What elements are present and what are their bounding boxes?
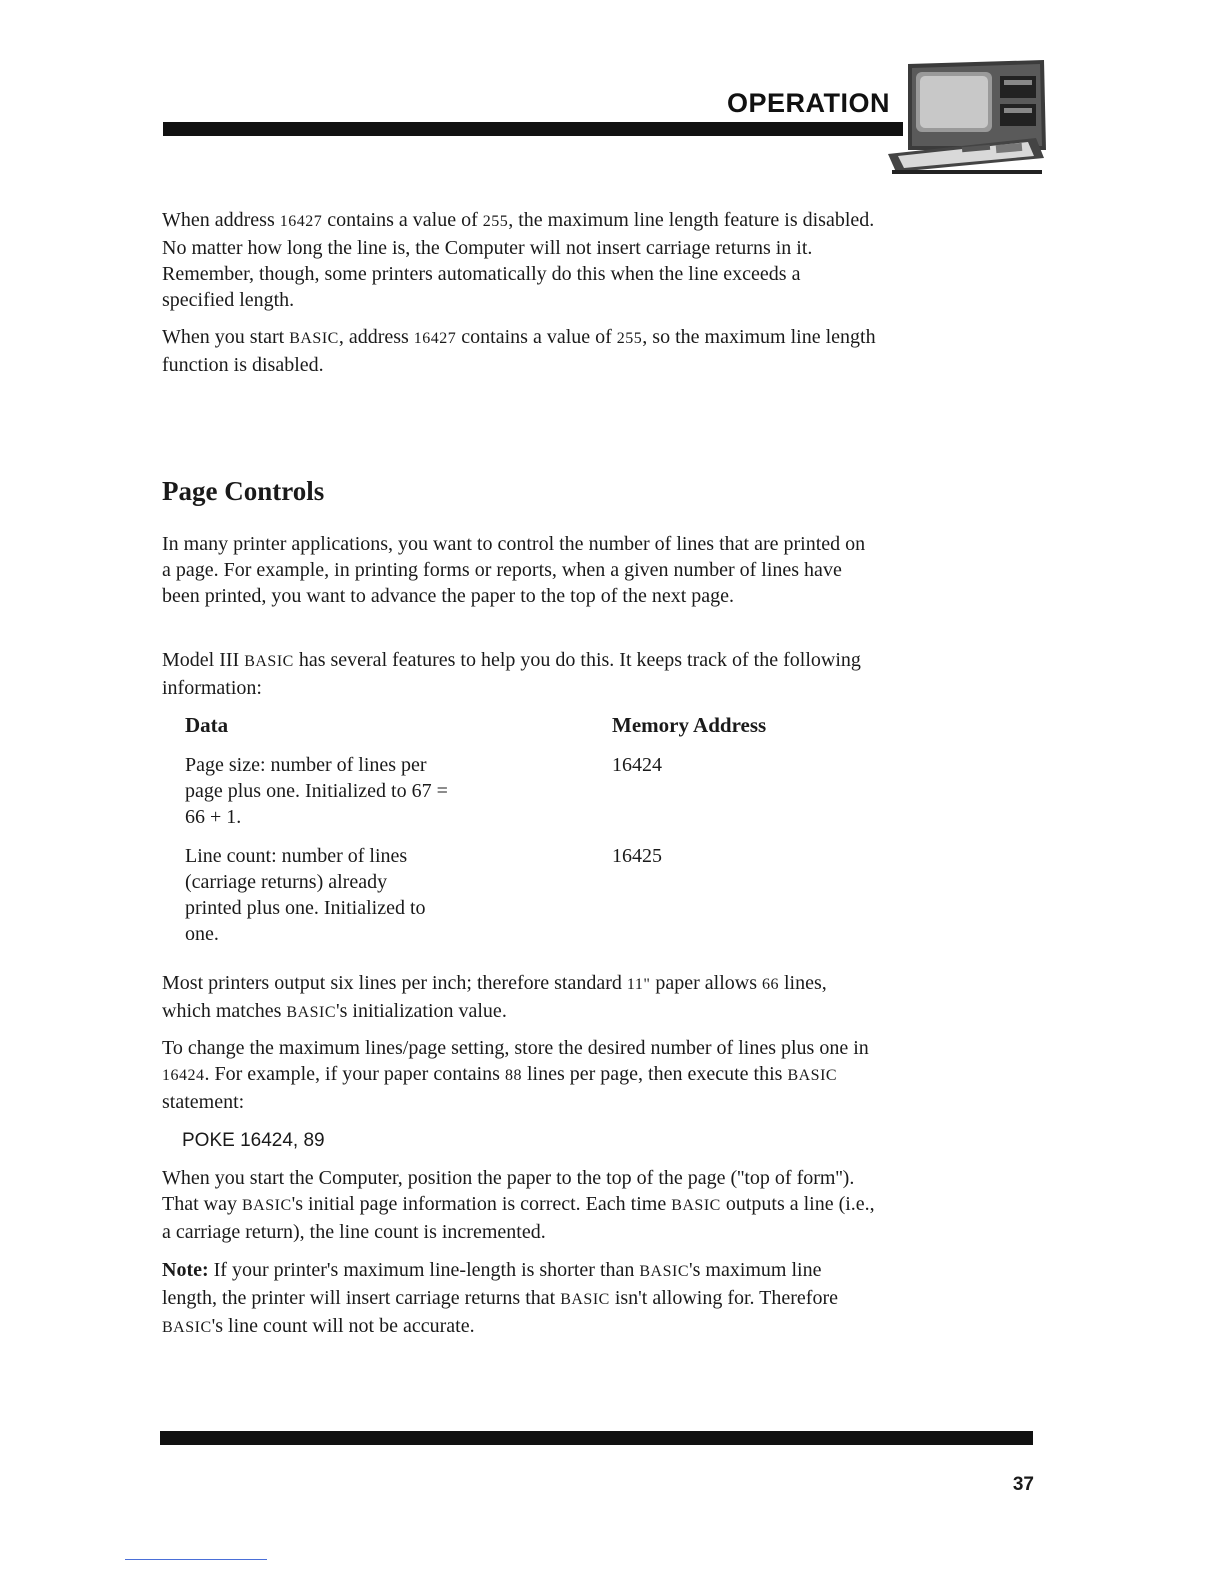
table-cell-line-count: Line count: number of lines (carriage returns) already printed plus one. Initialized to one. bbox=[185, 845, 426, 945]
code-poke-statement: POKE 16424, 89 bbox=[182, 1130, 325, 1151]
footer-link-underline bbox=[125, 1559, 267, 1560]
paragraph-top-of-form: When you start the Computer, position the paper to the top of the page (''top of form''). That way BASIC's initial page information is correct. Each time BASIC outputs a line (i.e., a carriage return), the line count is incremented. bbox=[162, 1167, 875, 1243]
table-header-data: Data bbox=[185, 713, 229, 737]
table-header-memory-address: Memory Address bbox=[612, 713, 767, 737]
paragraph-model-iii-features: Model III BASIC has several features to help you do this. It keeps track of the following information: bbox=[162, 649, 861, 699]
table-cell-line-count-address: 16425 bbox=[612, 845, 662, 867]
paragraph-max-line-disabled: When address 16427 contains a value of 255, the maximum line length feature is disabled. No matter how long the line is, the Computer will not insert carriage returns in it. Remember, though, some printers automatically do this when the line exceeds a specified length. bbox=[162, 209, 875, 311]
note-paragraph: Note: If your printer's maximum line-length is shorter than BASIC's maximum line length, the printer will insert carriage returns that BASIC isn't allowing for. Therefore BASIC's line count will not be accurate. bbox=[162, 1259, 839, 1337]
paragraph-start-basic: When you start BASIC, address 16427 contains a value of 255, so the maximum line length function is disabled. bbox=[162, 326, 876, 376]
table-cell-page-size-address: 16424 bbox=[612, 754, 662, 776]
paragraph-change-lines-per-page: To change the maximum lines/page setting, store the desired number of lines plus one in 16424. For example, if your paper contains 88 lines per page, then execute this BASIC statement: bbox=[162, 1037, 869, 1113]
section-heading: Page Controls bbox=[162, 476, 325, 506]
computer-icon bbox=[886, 58, 1048, 176]
note-label: Note: bbox=[162, 1259, 209, 1281]
header-rule bbox=[163, 122, 903, 136]
paragraph-six-lines-per-inch: Most printers output six lines per inch; therefore standard 11" paper allows 66 lines, which matches BASIC's initialization value. bbox=[162, 972, 827, 1022]
table-cell-page-size: Page size: number of lines per page plus one. Initialized to 67 = 66 + 1. bbox=[185, 754, 448, 828]
footer-rule bbox=[160, 1431, 1033, 1445]
paragraph-printer-applications: In many printer applications, you want to control the number of lines that are printed on a page. For example, in printing forms or reports, when a given number of lines have been printed, you want to advance the paper to the top of the next page. bbox=[162, 533, 866, 607]
page-number: 37 bbox=[1012, 1474, 1034, 1495]
header-title: OPERATION bbox=[726, 88, 890, 118]
